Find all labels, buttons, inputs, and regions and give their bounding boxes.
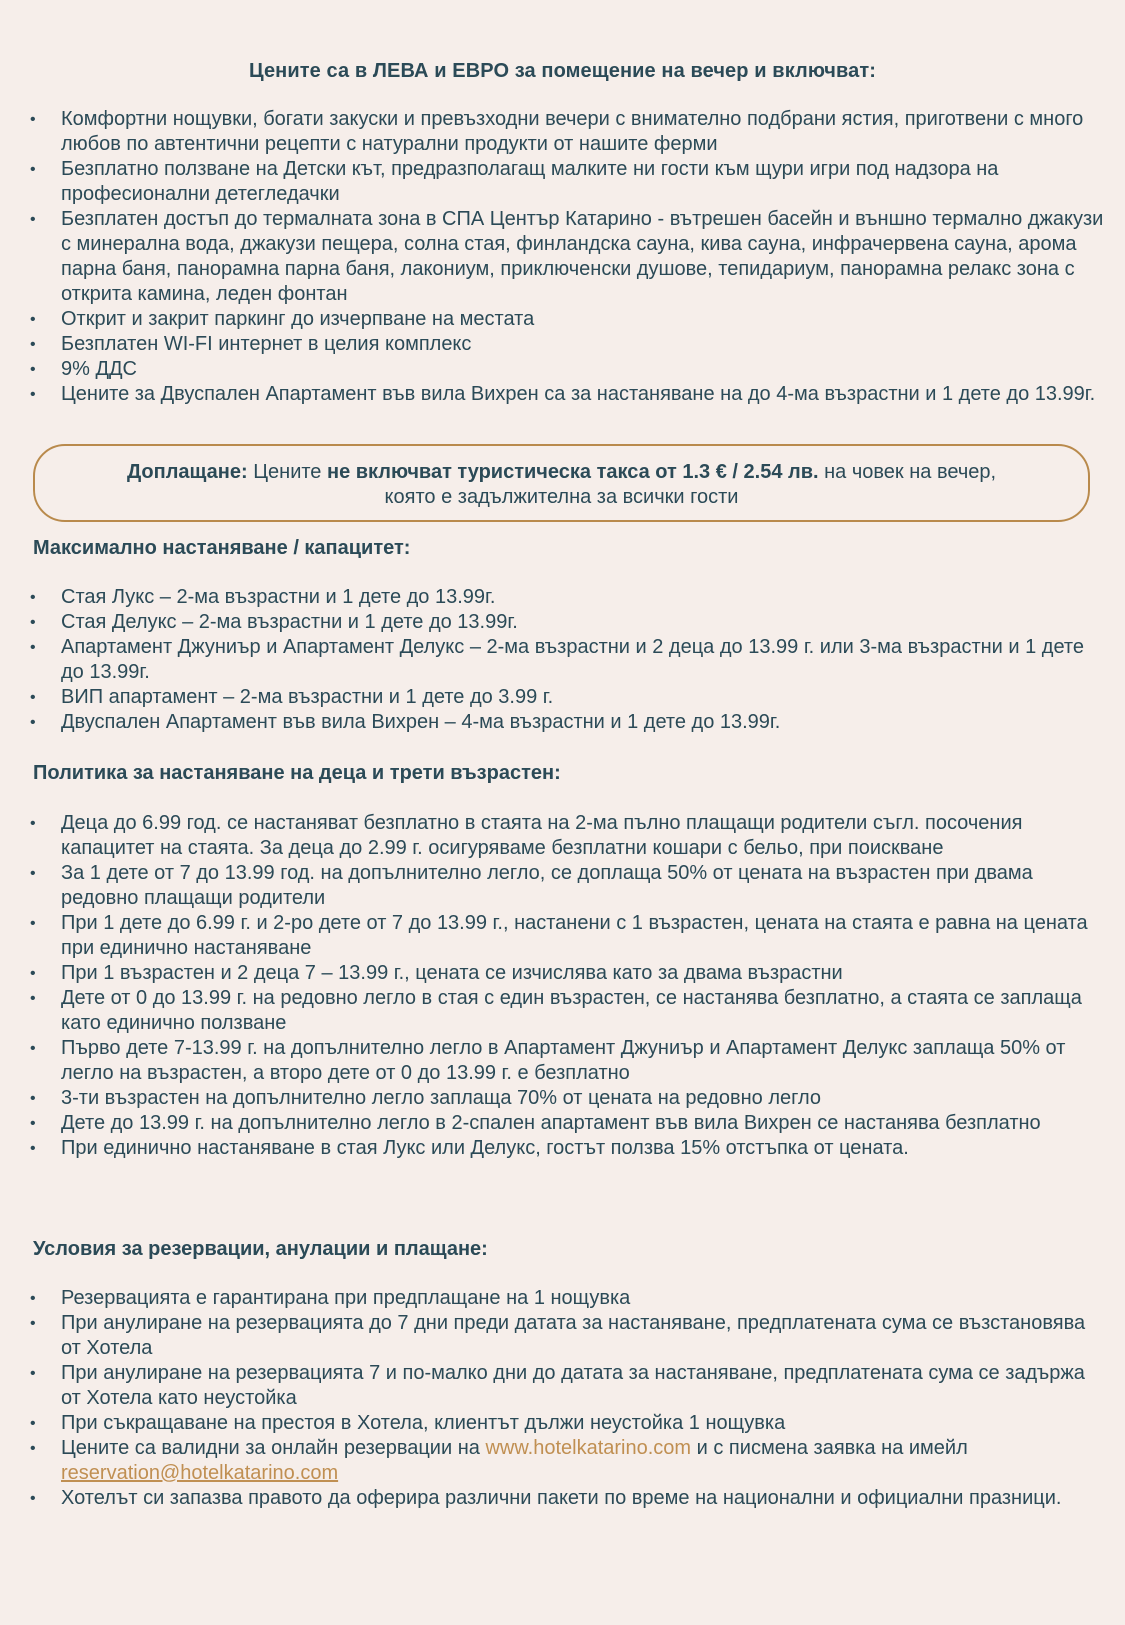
booking-terms-list	[0, 1286, 1110, 1511]
list-item: • Дете от 0 до 13.99 г. на редовно легло в стая с един възрастен, се настанява безплатно, а стаята се заплаща като единично ползване	[0, 986, 1110, 1036]
children-policy-list	[0, 811, 1110, 1161]
website-link[interactable]: www.hotelkatarino.com	[485, 1437, 692, 1459]
list-item: • При анулиране на резервацията до 7 дни преди датата за настаняване, предплатената сума се възстановява от Хотела	[0, 1311, 1110, 1361]
notice-text: Цените	[247, 461, 327, 483]
notice-line-1	[35, 460, 1088, 485]
inclusions-list	[0, 107, 1110, 407]
list-item: • Стая Делукс – 2-ма възрастни и 1 дете до 13.99г.	[0, 610, 1110, 635]
list-item: • 9% ДДС	[0, 357, 1110, 382]
section-heading-booking-terms: Условия за резервации, анулации и плащане:	[33, 1238, 488, 1260]
email-link[interactable]: reservation@hotelkatarino.com	[61, 1462, 339, 1484]
online-booking-text: и с писмена заявка на имейл	[691, 1437, 968, 1459]
list-item: • ВИП апартамент – 2-ма възрастни и 1 дете до 3.99 г.	[0, 685, 1110, 710]
list-item: • При единично настаняване в стая Лукс или Делукс, гостът ползва 15% отстъпка от цената.	[0, 1136, 1110, 1161]
online-booking-text: Цените са валидни за онлайн резервации на	[61, 1437, 486, 1459]
page-title: Цените са в ЛЕВА и ЕВРО за помещение на вечер и включват:	[249, 60, 876, 82]
list-item: • Безплатно ползване на Детски кът, предразполагащ малките ни гости към щури игри под надзора на професионални детегледачки	[0, 157, 1110, 207]
list-item: • За 1 дете от 7 до 13.99 год. на допълнително легло, се доплаща 50% от цената на възрастен при двама редовно плащащи родители	[0, 861, 1110, 911]
list-item: • Стая Лукс – 2-ма възрастни и 1 дете до 13.99г.	[0, 585, 1110, 610]
list-item: • Апартамент Джуниър и Апартамент Делукс – 2-ма възрастни и 2 деца до 13.99 г. или 3-ма възрастни и 1 дете до 13.99г.	[0, 635, 1110, 685]
capacity-list	[0, 585, 1110, 735]
list-item: • Деца до 6.99 год. се настаняват безплатно в стаята на 2-ма пълно плащащи родители съгл. посочения капацитет на стаята. За деца до 2.99 г. осигуряваме безплатни кошари с бельо, при поискване	[0, 811, 1110, 861]
list-item: • 3-ти възрастен на допълнително легло заплаща 70% от цената на редовно легло	[0, 1086, 1110, 1111]
list-item: • Безплатен WI-FI интернет в целия комплекс	[0, 332, 1110, 357]
list-item: • При съкращаване на престоя в Хотела, клиентът дължи неустойка 1 нощувка	[0, 1411, 1110, 1436]
list-item: • Първо дете 7-13.99 г. на допълнително легло в Апартамент Джуниър и Апартамент Делукс заплаща 50% от легло на възрастен, а второ дете от 0 до 13.99 г. е безплатно	[0, 1036, 1110, 1086]
notice-tax-amount: не включват туристическа такса от 1.3 € / 2.54 лв.	[326, 461, 819, 483]
list-item: • Цените за Двуспален Апартамент във вила Вихрен са за настаняване на до 4-ма възрастни и 1 дете до 13.99г.	[0, 382, 1110, 407]
list-item: • При анулиране на резервацията 7 и по-малко дни до датата за настаняване, предплатената сума се задържа от Хотела като неустойка	[0, 1361, 1110, 1411]
tourist-tax-notice	[33, 444, 1090, 522]
list-item: • Комфортни нощувки, богати закуски и превъзходни вечери с внимателно подбрани ястия, приготвени с много любов по автентични рецепти с натурални продукти от нашите ферми	[0, 107, 1110, 157]
list-item: • При 1 възрастен и 2 деца 7 – 13.99 г., цената се изчислява като за двама възрастни	[0, 961, 1110, 986]
list-item: • Дете до 13.99 г. на допълнително легло в 2-спален апартамент във вила Вихрен се настанява безплатно	[0, 1111, 1110, 1136]
list-item-online-booking	[0, 1436, 1110, 1486]
notice-label: Доплащане:	[126, 461, 248, 483]
section-heading-children-policy: Политика за настаняване на деца и трети възрастен:	[33, 762, 561, 784]
list-item: • Хотелът си запазва правото да оферира различни пакети по време на национални и официални празници.	[0, 1486, 1110, 1511]
list-item: • Безплатен достъп до термалната зона в СПА Център Катарино - вътрешен басейн и външно термално джакузи с минерална вода, джакузи пещера, солна стая, финландска сауна, кива сауна, инфрачервена сауна, арома парна баня, панорамна парна баня, лакониум, приключенски душове, тепидариум, панорамна релакс зона с открита камина, леден фонтан	[0, 207, 1110, 307]
list-item: • Двуспален Апартамент във вила Вихрен – 4-ма възрастни и 1 дете до 13.99г.	[0, 710, 1110, 735]
notice-text: на човек на вечер,	[818, 461, 997, 483]
notice-line-2: която е задължителна за всички гости	[384, 486, 739, 508]
list-item: • При 1 дете до 6.99 г. и 2-ро дете от 7 до 13.99 г., настанени с 1 възрастен, цената на стаята е равна на цената при единично настаняване	[0, 911, 1110, 961]
list-item: • Резервацията е гарантирана при предплащане на 1 нощувка	[0, 1286, 1110, 1311]
list-item: • Открит и закрит паркинг до изчерпване на местата	[0, 307, 1110, 332]
section-heading-capacity: Максимално настаняване / капацитет:	[33, 537, 411, 559]
